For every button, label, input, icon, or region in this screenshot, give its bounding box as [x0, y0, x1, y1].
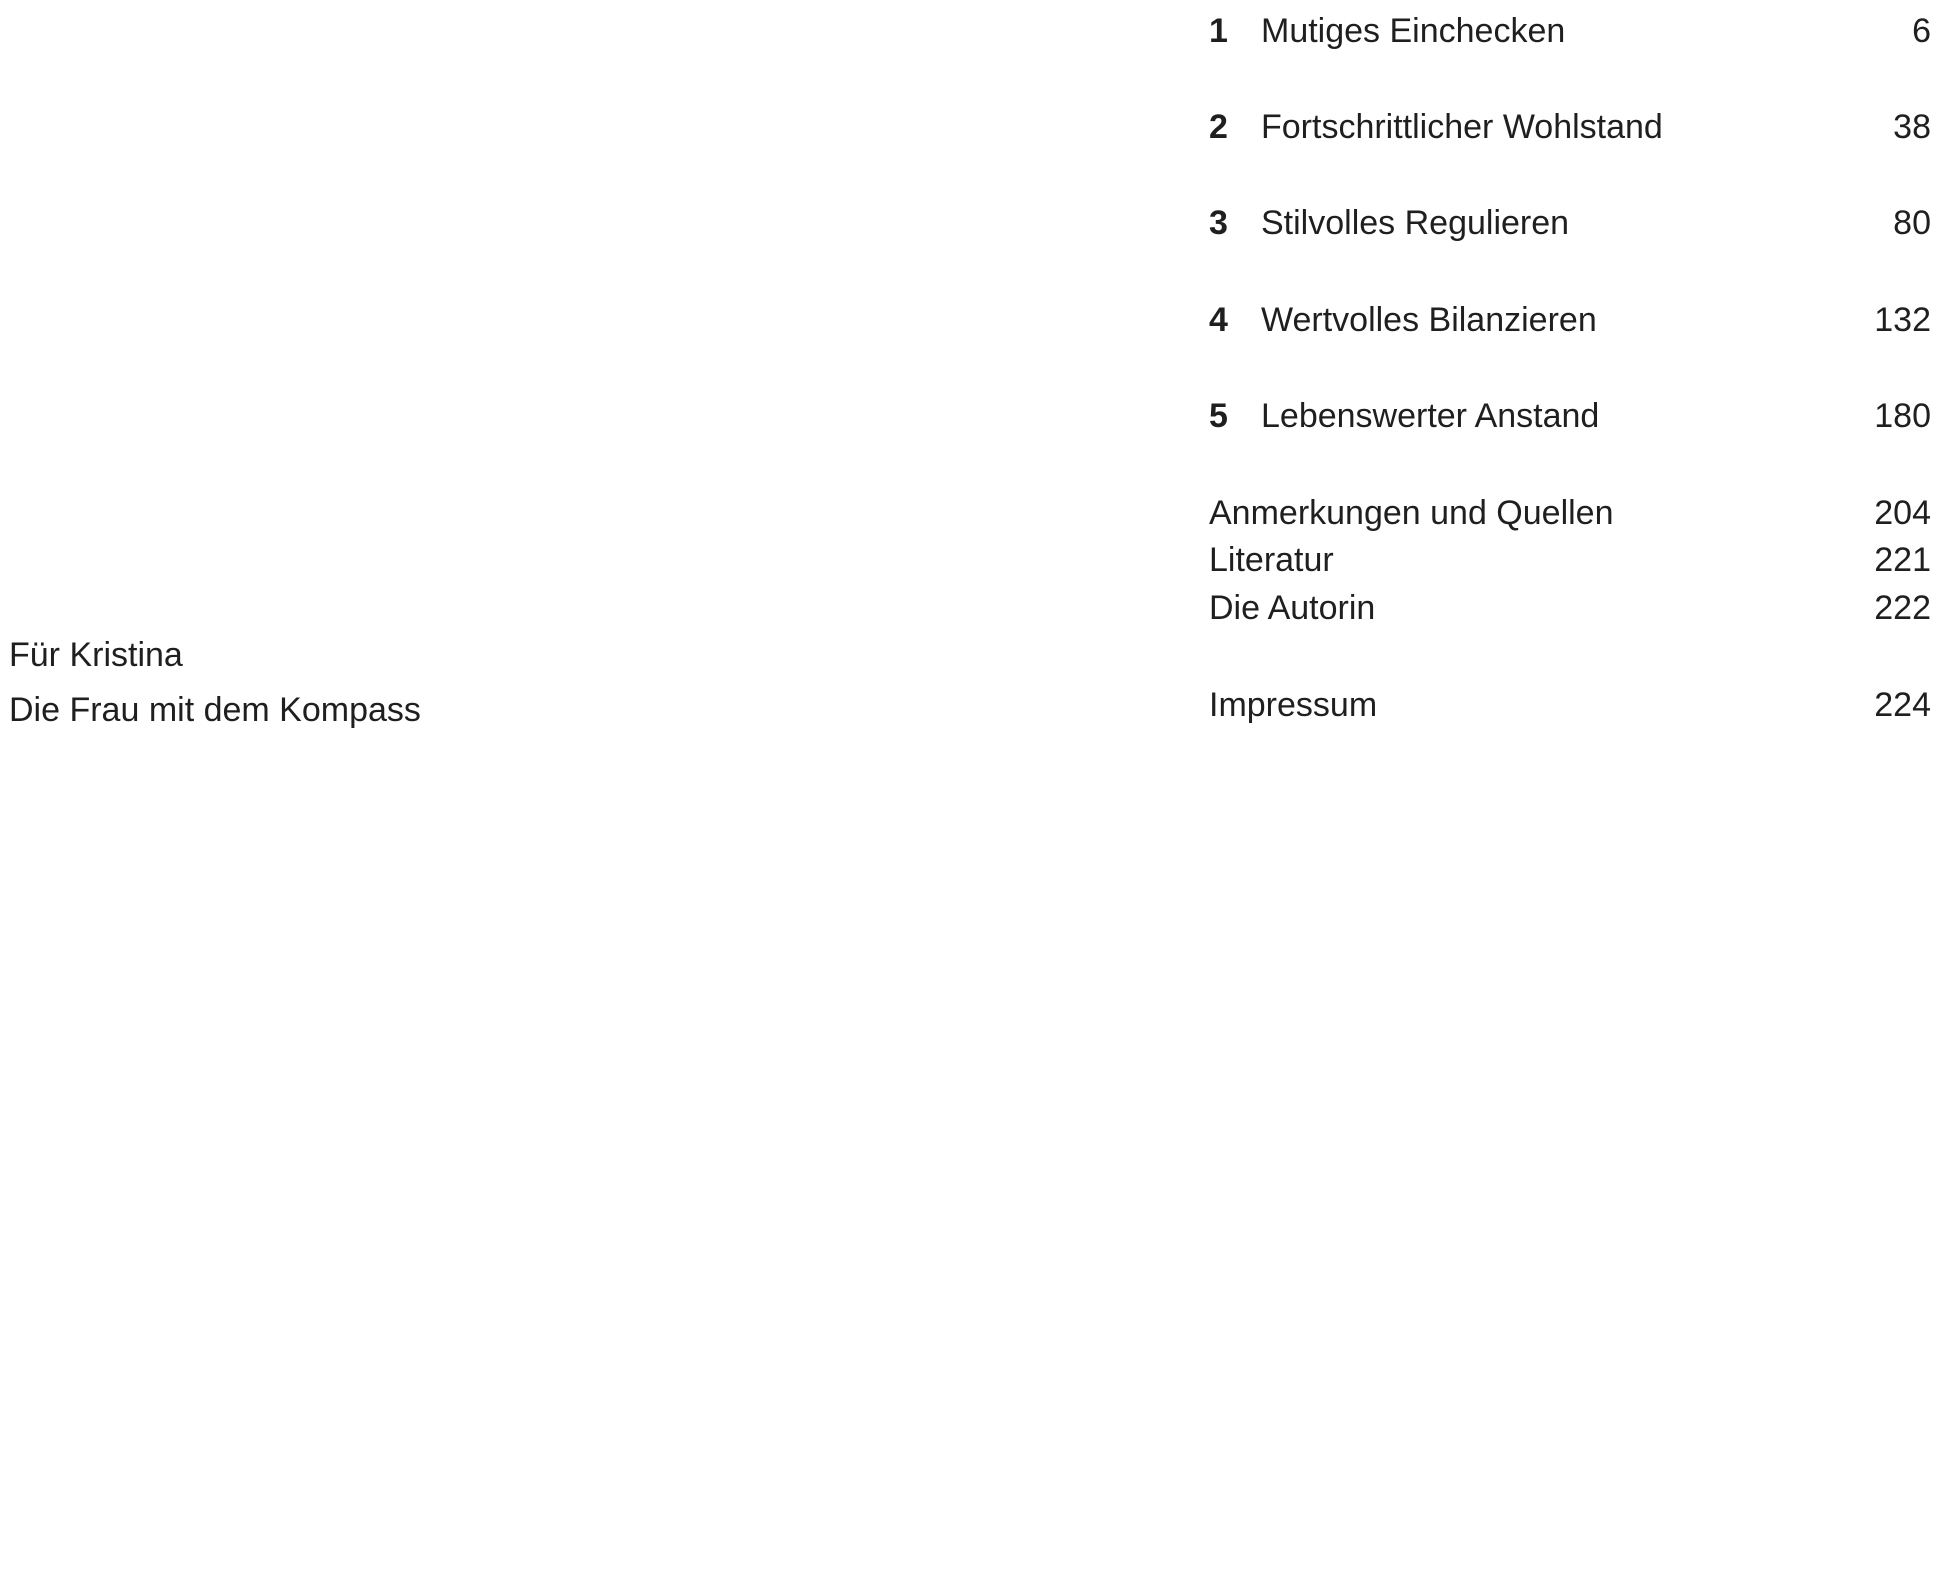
toc-appendix-author[interactable] [1209, 584, 1931, 632]
toc-chapter-5[interactable] [1209, 392, 1931, 440]
chapter-number: 2 [1209, 108, 1228, 146]
chapter-number: 4 [1209, 301, 1228, 339]
page-number: 221 [1874, 541, 1931, 579]
toc-appendix-literature[interactable] [1209, 536, 1931, 584]
appendix-title: Anmerkungen und Quellen [1209, 494, 1614, 532]
chapter-title: Wertvolles Bilanzieren [1261, 301, 1597, 339]
chapter-number: 1 [1209, 12, 1228, 50]
page-number: 38 [1893, 108, 1931, 146]
toc-chapter-4[interactable] [1209, 296, 1931, 344]
toc-chapter-2[interactable] [1209, 103, 1931, 151]
page-number: 224 [1874, 686, 1931, 724]
page-number: 132 [1874, 301, 1931, 339]
dedication-line-subtitle: Die Frau mit dem Kompass [9, 691, 421, 729]
appendix-title: Literatur [1209, 541, 1334, 579]
page-number: 6 [1912, 12, 1931, 50]
chapter-title: Stilvolles Regulieren [1261, 204, 1570, 242]
page-number: 204 [1874, 494, 1931, 532]
page-number: 80 [1893, 204, 1931, 242]
toc-chapter-3[interactable] [1209, 199, 1931, 247]
page-number: 222 [1874, 589, 1931, 627]
chapter-number: 3 [1209, 204, 1228, 242]
appendix-title: Die Autorin [1209, 589, 1376, 627]
chapter-title: Fortschrittlicher Wohlstand [1261, 108, 1663, 146]
chapter-number: 5 [1209, 397, 1228, 435]
toc-imprint[interactable] [1209, 681, 1931, 729]
dedication-line-recipient: Für Kristina [9, 636, 183, 674]
chapter-title: Lebenswerter Anstand [1261, 397, 1600, 435]
toc-appendix-notes[interactable] [1209, 489, 1931, 537]
imprint-title: Impressum [1209, 686, 1378, 724]
chapter-title: Mutiges Einchecken [1261, 12, 1566, 50]
toc-chapter-1[interactable] [1209, 7, 1931, 55]
page-number: 180 [1874, 397, 1931, 435]
dedication [9, 628, 421, 738]
